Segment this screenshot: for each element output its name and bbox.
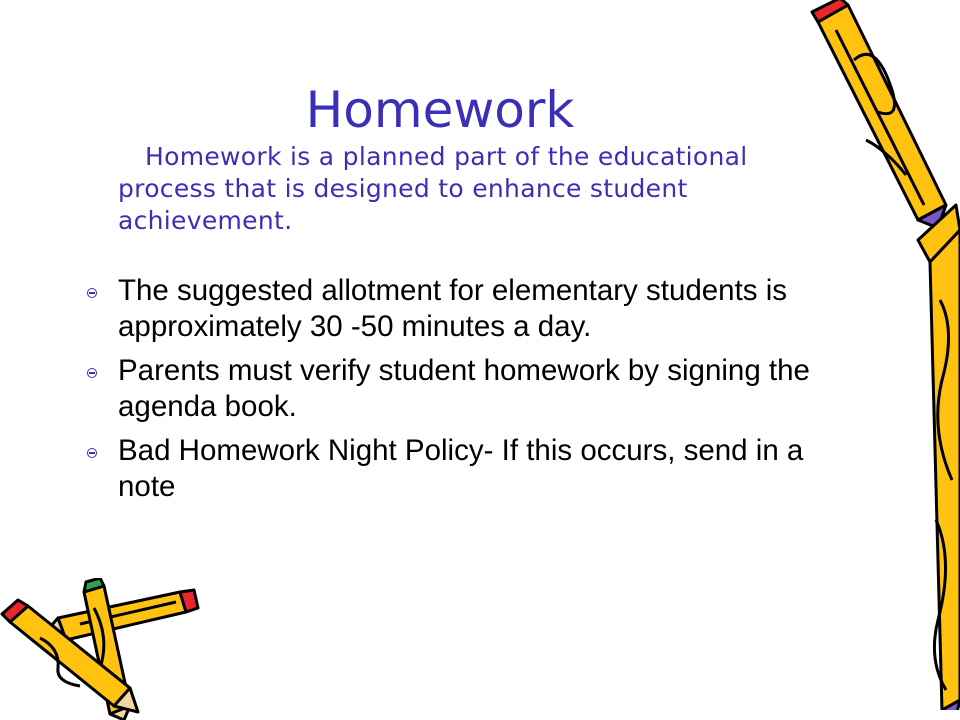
bullet-marker-icon bbox=[87, 448, 97, 458]
bullet-list bbox=[80, 273, 840, 513]
bullet-item bbox=[80, 353, 840, 425]
slide-title: Homework bbox=[305, 81, 575, 139]
bullet-marker-icon bbox=[87, 368, 97, 378]
bullet-text: Bad Homework Night Policy- If this occurs, send in a note bbox=[118, 434, 804, 503]
bullet-item bbox=[80, 433, 840, 505]
crossed-pencils-icon bbox=[0, 578, 200, 720]
bullet-marker-icon bbox=[87, 288, 97, 298]
bullet-text: The suggested allotment for elementary students is approximately 30 -50 minutes a day. bbox=[118, 274, 788, 343]
bullet-item bbox=[80, 273, 840, 345]
bullet-text: Parents must verify student homework by signing the agenda book. bbox=[118, 354, 810, 423]
intro-text: Homework is a planned part of the educational process that is designed to enhance student achievement. bbox=[118, 142, 748, 235]
